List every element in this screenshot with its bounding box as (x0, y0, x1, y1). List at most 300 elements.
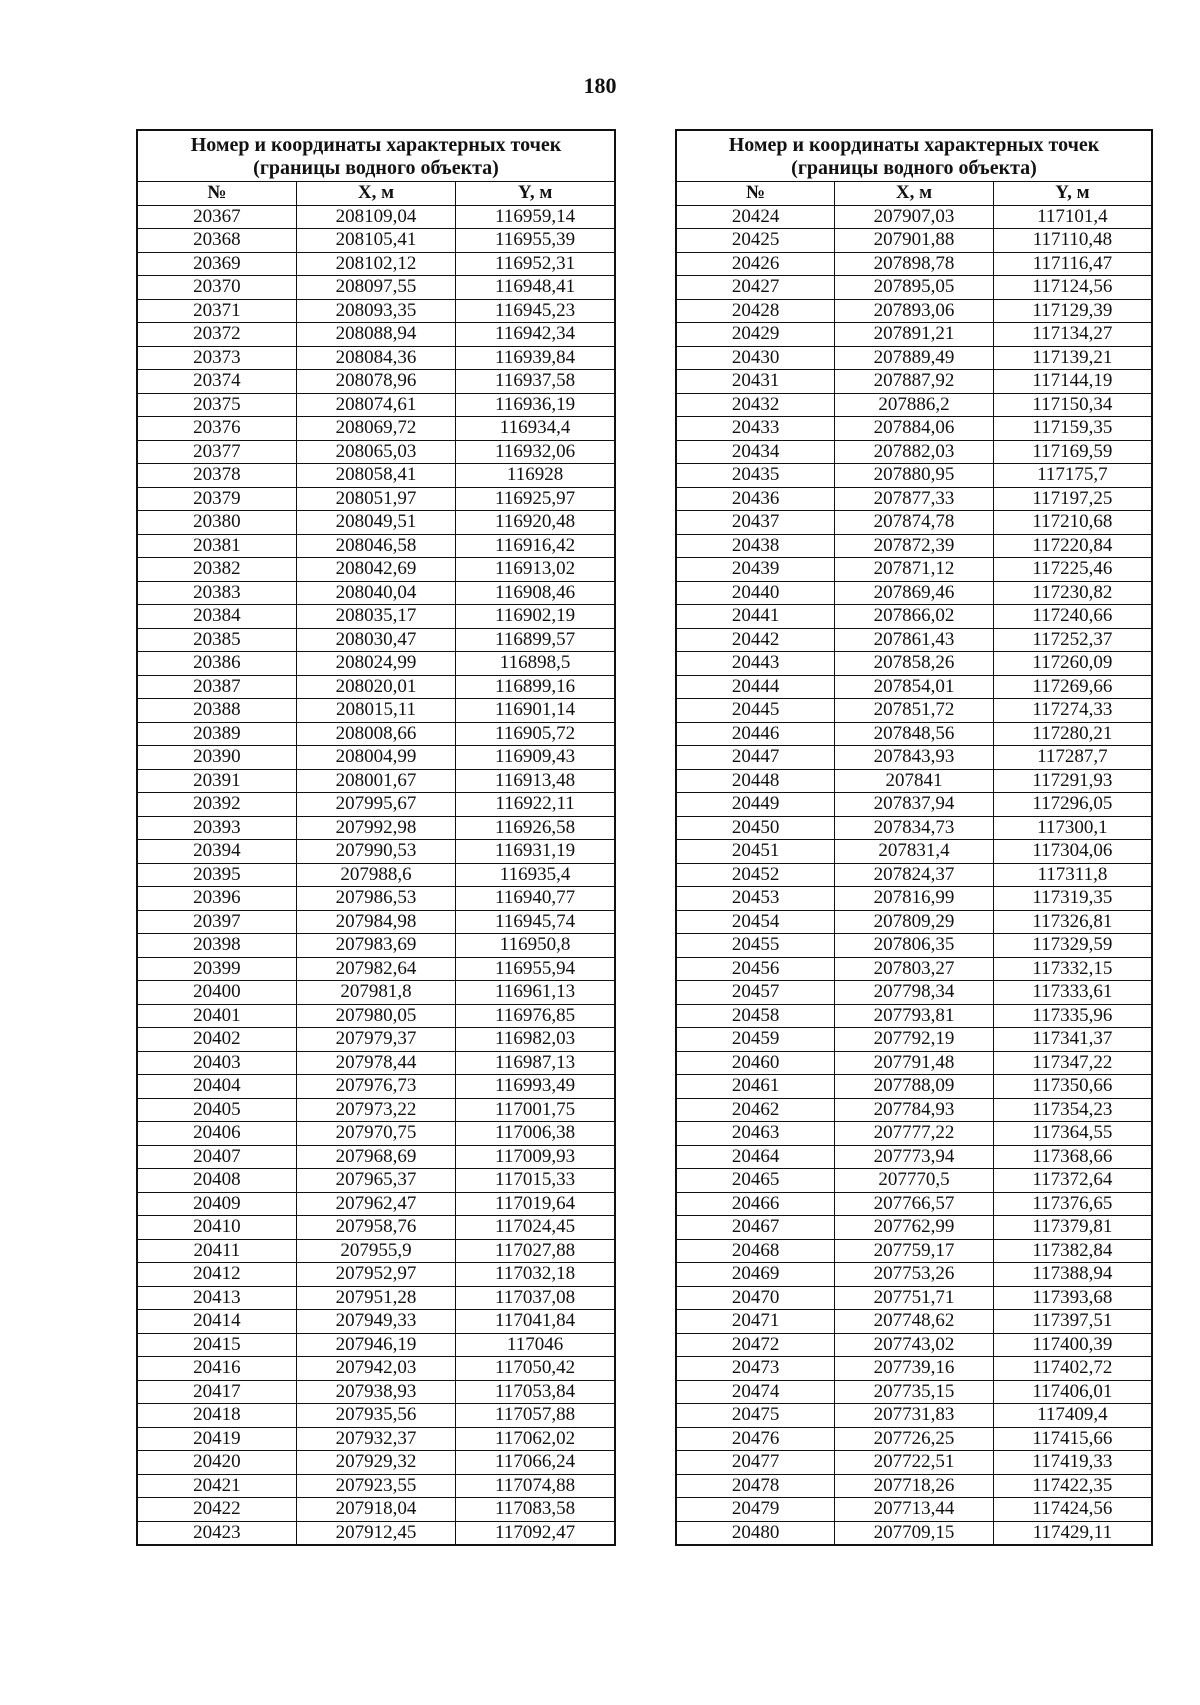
x-coordinate-cell: 207743,02 (835, 1333, 994, 1357)
point-number-cell: 20373 (137, 346, 296, 370)
y-coordinate-cell: 116913,48 (456, 769, 615, 793)
y-coordinate-cell: 117382,84 (993, 1239, 1152, 1263)
point-number-cell: 20419 (137, 1427, 296, 1451)
point-number-cell: 20432 (676, 393, 835, 417)
x-coordinate-cell: 207923,55 (296, 1474, 455, 1498)
point-number-cell: 20395 (137, 863, 296, 887)
table-row (137, 370, 615, 394)
table-row (676, 1145, 1152, 1169)
x-coordinate-cell: 207984,98 (296, 910, 455, 934)
y-coordinate-cell: 117159,35 (993, 417, 1152, 441)
x-coordinate-cell: 207848,56 (835, 722, 994, 746)
point-number-cell: 20454 (676, 910, 835, 934)
x-coordinate-cell: 208084,36 (296, 346, 455, 370)
point-number-cell: 20430 (676, 346, 835, 370)
y-coordinate-cell: 117134,27 (993, 323, 1152, 347)
table-row (137, 1474, 615, 1498)
table-row (676, 581, 1152, 605)
x-coordinate-cell: 207762,99 (835, 1216, 994, 1240)
x-coordinate-cell: 207861,43 (835, 628, 994, 652)
y-coordinate-cell: 116928 (456, 464, 615, 488)
x-coordinate-cell: 207918,04 (296, 1498, 455, 1522)
y-coordinate-cell: 116948,41 (456, 276, 615, 300)
y-coordinate-cell: 116993,49 (456, 1075, 615, 1099)
table-row (676, 323, 1152, 347)
point-number-cell: 20464 (676, 1145, 835, 1169)
y-coordinate-cell: 117074,88 (456, 1474, 615, 1498)
table-row (676, 1192, 1152, 1216)
x-coordinate-cell: 208004,99 (296, 746, 455, 770)
y-coordinate-cell: 117304,06 (993, 840, 1152, 864)
table-row (676, 652, 1152, 676)
x-coordinate-cell: 207869,46 (835, 581, 994, 605)
table-row (676, 1333, 1152, 1357)
x-coordinate-cell: 207970,75 (296, 1122, 455, 1146)
table-row (676, 910, 1152, 934)
x-coordinate-cell: 208040,04 (296, 581, 455, 605)
table-row (137, 675, 615, 699)
point-number-cell: 20426 (676, 252, 835, 276)
x-coordinate-cell: 207866,02 (835, 605, 994, 629)
point-number-cell: 20416 (137, 1357, 296, 1381)
x-coordinate-cell: 208030,47 (296, 628, 455, 652)
y-coordinate-cell: 117116,47 (993, 252, 1152, 276)
table-row (676, 746, 1152, 770)
x-coordinate-cell: 208035,17 (296, 605, 455, 629)
table-row (137, 887, 615, 911)
point-number-cell: 20424 (676, 205, 835, 229)
point-number-cell: 20452 (676, 863, 835, 887)
x-coordinate-cell: 207718,26 (835, 1474, 994, 1498)
x-coordinate-cell: 208069,72 (296, 417, 455, 441)
x-coordinate-cell: 207877,33 (835, 487, 994, 511)
table-row (137, 1451, 615, 1475)
table-row (137, 746, 615, 770)
x-coordinate-cell: 207773,94 (835, 1145, 994, 1169)
x-coordinate-cell: 207983,69 (296, 934, 455, 958)
x-coordinate-cell: 208042,69 (296, 558, 455, 582)
x-coordinate-cell: 207748,62 (835, 1310, 994, 1334)
x-coordinate-cell: 207912,45 (296, 1521, 455, 1545)
y-coordinate-cell: 117092,47 (456, 1521, 615, 1545)
x-coordinate-cell: 207980,05 (296, 1004, 455, 1028)
point-number-cell: 20444 (676, 675, 835, 699)
point-number-cell: 20423 (137, 1521, 296, 1545)
table-row (137, 1263, 615, 1287)
point-number-cell: 20383 (137, 581, 296, 605)
point-number-cell: 20371 (137, 299, 296, 323)
table-row (676, 205, 1152, 229)
y-coordinate-cell: 117376,65 (993, 1192, 1152, 1216)
point-number-cell: 20437 (676, 511, 835, 535)
table-row (676, 1028, 1152, 1052)
table-row (676, 793, 1152, 817)
point-number-cell: 20474 (676, 1380, 835, 1404)
table-row (676, 957, 1152, 981)
x-coordinate-cell: 208001,67 (296, 769, 455, 793)
table-row (137, 393, 615, 417)
point-number-cell: 20379 (137, 487, 296, 511)
point-number-cell: 20428 (676, 299, 835, 323)
y-coordinate-cell: 117009,93 (456, 1145, 615, 1169)
x-coordinate-cell: 207942,03 (296, 1357, 455, 1381)
table-row (137, 1004, 615, 1028)
table-row (137, 934, 615, 958)
table-row (676, 1004, 1152, 1028)
y-coordinate-cell: 116961,13 (456, 981, 615, 1005)
x-coordinate-cell: 207798,34 (835, 981, 994, 1005)
y-coordinate-cell: 117415,66 (993, 1427, 1152, 1451)
point-number-cell: 20370 (137, 276, 296, 300)
table-row (137, 581, 615, 605)
x-coordinate-cell: 208065,03 (296, 440, 455, 464)
point-number-cell: 20401 (137, 1004, 296, 1028)
point-number-cell: 20427 (676, 276, 835, 300)
y-coordinate-cell: 116909,43 (456, 746, 615, 770)
x-coordinate-cell: 207731,83 (835, 1404, 994, 1428)
x-coordinate-cell: 207871,12 (835, 558, 994, 582)
table-row (676, 840, 1152, 864)
x-coordinate-cell: 207816,99 (835, 887, 994, 911)
y-coordinate-cell: 116899,57 (456, 628, 615, 652)
point-number-cell: 20435 (676, 464, 835, 488)
y-coordinate-cell: 117422,35 (993, 1474, 1152, 1498)
x-coordinate-cell: 207806,35 (835, 934, 994, 958)
point-number-cell: 20459 (676, 1028, 835, 1052)
x-coordinate-cell: 207874,78 (835, 511, 994, 535)
table-title-line1: Номер и координаты характерных точек (728, 134, 1100, 156)
y-coordinate-cell: 117046 (456, 1333, 615, 1357)
x-coordinate-cell: 207978,44 (296, 1051, 455, 1075)
y-coordinate-cell: 117397,51 (993, 1310, 1152, 1334)
table-row (676, 1263, 1152, 1287)
table-row (676, 1169, 1152, 1193)
y-coordinate-cell: 117372,64 (993, 1169, 1152, 1193)
table-row (137, 910, 615, 934)
point-number-cell: 20378 (137, 464, 296, 488)
x-coordinate-cell: 207949,33 (296, 1310, 455, 1334)
y-coordinate-cell: 116939,84 (456, 346, 615, 370)
table-row (137, 1404, 615, 1428)
column-header-number: № (137, 182, 296, 206)
y-coordinate-cell: 116925,97 (456, 487, 615, 511)
point-number-cell: 20469 (676, 1263, 835, 1287)
x-coordinate-cell: 207872,39 (835, 534, 994, 558)
table-row (676, 863, 1152, 887)
y-coordinate-cell: 116932,06 (456, 440, 615, 464)
table-row (676, 1098, 1152, 1122)
table-row (676, 346, 1152, 370)
y-coordinate-cell: 117260,09 (993, 652, 1152, 676)
point-number-cell: 20377 (137, 440, 296, 464)
point-number-cell: 20441 (676, 605, 835, 629)
y-coordinate-cell: 116982,03 (456, 1028, 615, 1052)
table-row (676, 299, 1152, 323)
x-coordinate-cell: 208058,41 (296, 464, 455, 488)
point-number-cell: 20475 (676, 1404, 835, 1428)
point-number-cell: 20425 (676, 229, 835, 253)
point-number-cell: 20476 (676, 1427, 835, 1451)
x-coordinate-cell: 207841 (835, 769, 994, 793)
point-number-cell: 20431 (676, 370, 835, 394)
x-coordinate-cell: 207751,71 (835, 1286, 994, 1310)
point-number-cell: 20456 (676, 957, 835, 981)
point-number-cell: 20367 (137, 205, 296, 229)
table-row (137, 205, 615, 229)
x-coordinate-cell: 207788,09 (835, 1075, 994, 1099)
y-coordinate-cell: 116936,19 (456, 393, 615, 417)
table-row (137, 863, 615, 887)
point-number-cell: 20402 (137, 1028, 296, 1052)
y-coordinate-cell: 116922,11 (456, 793, 615, 817)
y-coordinate-cell: 117364,55 (993, 1122, 1152, 1146)
table-row (137, 1380, 615, 1404)
x-coordinate-cell: 208097,55 (296, 276, 455, 300)
y-coordinate-cell: 117230,82 (993, 581, 1152, 605)
point-number-cell: 20396 (137, 887, 296, 911)
y-coordinate-cell: 117311,8 (993, 863, 1152, 887)
table-title (137, 130, 615, 182)
y-coordinate-cell: 116955,39 (456, 229, 615, 253)
column-header-y: Y, м (993, 182, 1152, 206)
column-header-y: Y, м (456, 182, 615, 206)
y-coordinate-cell: 117240,66 (993, 605, 1152, 629)
point-number-cell: 20390 (137, 746, 296, 770)
point-number-cell: 20400 (137, 981, 296, 1005)
y-coordinate-cell: 117006,38 (456, 1122, 615, 1146)
x-coordinate-cell: 207891,21 (835, 323, 994, 347)
point-number-cell: 20473 (676, 1357, 835, 1381)
x-coordinate-cell: 207843,93 (835, 746, 994, 770)
point-number-cell: 20445 (676, 699, 835, 723)
y-coordinate-cell: 116920,48 (456, 511, 615, 535)
x-coordinate-cell: 207858,26 (835, 652, 994, 676)
table-row (137, 1145, 615, 1169)
x-coordinate-cell: 207884,06 (835, 417, 994, 441)
y-coordinate-cell: 116942,34 (456, 323, 615, 347)
point-number-cell: 20438 (676, 534, 835, 558)
x-coordinate-cell: 207955,9 (296, 1239, 455, 1263)
x-coordinate-cell: 207901,88 (835, 229, 994, 253)
table-row (137, 957, 615, 981)
y-coordinate-cell: 117406,01 (993, 1380, 1152, 1404)
x-coordinate-cell: 208046,58 (296, 534, 455, 558)
x-coordinate-cell: 208020,01 (296, 675, 455, 699)
y-coordinate-cell: 117150,34 (993, 393, 1152, 417)
y-coordinate-cell: 117129,39 (993, 299, 1152, 323)
x-coordinate-cell: 208051,97 (296, 487, 455, 511)
table-row (137, 464, 615, 488)
point-number-cell: 20443 (676, 652, 835, 676)
x-coordinate-cell: 207770,5 (835, 1169, 994, 1193)
x-coordinate-cell: 207824,37 (835, 863, 994, 887)
x-coordinate-cell: 208008,66 (296, 722, 455, 746)
x-coordinate-cell: 207979,37 (296, 1028, 455, 1052)
table-row (137, 816, 615, 840)
table-row (137, 1286, 615, 1310)
x-coordinate-cell: 207951,28 (296, 1286, 455, 1310)
point-number-cell: 20405 (137, 1098, 296, 1122)
table-row (676, 1122, 1152, 1146)
table-row (676, 252, 1152, 276)
y-coordinate-cell: 116976,85 (456, 1004, 615, 1028)
table-row (676, 1357, 1152, 1381)
table-body (137, 205, 615, 1545)
y-coordinate-cell: 117037,08 (456, 1286, 615, 1310)
y-coordinate-cell: 117424,56 (993, 1498, 1152, 1522)
table-row (676, 887, 1152, 911)
y-coordinate-cell: 117220,84 (993, 534, 1152, 558)
point-number-cell: 20398 (137, 934, 296, 958)
table-row (137, 1239, 615, 1263)
table-row (137, 605, 615, 629)
page-number: 180 (583, 73, 617, 98)
table-row (137, 1028, 615, 1052)
point-number-cell: 20455 (676, 934, 835, 958)
table-row (137, 1310, 615, 1334)
table-row (676, 675, 1152, 699)
table-row (676, 1521, 1152, 1545)
y-coordinate-cell: 117001,75 (456, 1098, 615, 1122)
x-coordinate-cell: 207887,92 (835, 370, 994, 394)
point-number-cell: 20384 (137, 605, 296, 629)
x-coordinate-cell: 207851,72 (835, 699, 994, 723)
y-coordinate-cell: 117057,88 (456, 1404, 615, 1428)
x-coordinate-cell: 207854,01 (835, 675, 994, 699)
y-coordinate-cell: 117101,4 (993, 205, 1152, 229)
point-number-cell: 20451 (676, 840, 835, 864)
point-number-cell: 20450 (676, 816, 835, 840)
table-title-line2: (границы водного объекта) (253, 157, 499, 179)
x-coordinate-cell: 207962,47 (296, 1192, 455, 1216)
point-number-cell: 20480 (676, 1521, 835, 1545)
point-number-cell: 20381 (137, 534, 296, 558)
point-number-cell: 20447 (676, 746, 835, 770)
table-row (676, 1310, 1152, 1334)
x-coordinate-cell: 207895,05 (835, 276, 994, 300)
table-row (676, 229, 1152, 253)
x-coordinate-cell: 207958,76 (296, 1216, 455, 1240)
x-coordinate-cell: 207735,15 (835, 1380, 994, 1404)
point-number-cell: 20457 (676, 981, 835, 1005)
point-number-cell: 20471 (676, 1310, 835, 1334)
point-number-cell: 20397 (137, 910, 296, 934)
x-coordinate-cell: 208093,35 (296, 299, 455, 323)
y-coordinate-cell: 116901,14 (456, 699, 615, 723)
point-number-cell: 20462 (676, 1098, 835, 1122)
x-coordinate-cell: 207880,95 (835, 464, 994, 488)
point-number-cell: 20453 (676, 887, 835, 911)
x-coordinate-cell: 207893,06 (835, 299, 994, 323)
table-row (137, 1051, 615, 1075)
point-number-cell: 20380 (137, 511, 296, 535)
point-number-cell: 20394 (137, 840, 296, 864)
point-number-cell: 20368 (137, 229, 296, 253)
y-coordinate-cell: 116934,4 (456, 417, 615, 441)
table-row (676, 605, 1152, 629)
x-coordinate-cell: 208074,61 (296, 393, 455, 417)
y-coordinate-cell: 117050,42 (456, 1357, 615, 1381)
point-number-cell: 20399 (137, 957, 296, 981)
table-row (676, 722, 1152, 746)
x-coordinate-cell: 207981,8 (296, 981, 455, 1005)
y-coordinate-cell: 116945,74 (456, 910, 615, 934)
point-number-cell: 20478 (676, 1474, 835, 1498)
y-coordinate-cell: 117333,61 (993, 981, 1152, 1005)
y-coordinate-cell: 116945,23 (456, 299, 615, 323)
y-coordinate-cell: 116931,19 (456, 840, 615, 864)
table-body (676, 205, 1152, 1545)
table-row (676, 699, 1152, 723)
point-number-cell: 20406 (137, 1122, 296, 1146)
table-row (137, 276, 615, 300)
x-coordinate-cell: 208088,94 (296, 323, 455, 347)
x-coordinate-cell: 207935,56 (296, 1404, 455, 1428)
y-coordinate-cell: 116916,42 (456, 534, 615, 558)
y-coordinate-cell: 116899,16 (456, 675, 615, 699)
x-coordinate-cell: 207791,48 (835, 1051, 994, 1075)
y-coordinate-cell: 117169,59 (993, 440, 1152, 464)
table-row (137, 440, 615, 464)
table-row (676, 393, 1152, 417)
point-number-cell: 20479 (676, 1498, 835, 1522)
y-coordinate-cell: 117083,58 (456, 1498, 615, 1522)
table-row (137, 722, 615, 746)
y-coordinate-cell: 117225,46 (993, 558, 1152, 582)
point-number-cell: 20387 (137, 675, 296, 699)
x-coordinate-cell: 207713,44 (835, 1498, 994, 1522)
table-row (137, 1169, 615, 1193)
point-number-cell: 20407 (137, 1145, 296, 1169)
table-row (137, 769, 615, 793)
table-title (676, 130, 1152, 182)
point-number-cell: 20374 (137, 370, 296, 394)
table-row (137, 1192, 615, 1216)
x-coordinate-cell: 207709,15 (835, 1521, 994, 1545)
table-row (676, 1216, 1152, 1240)
point-number-cell: 20429 (676, 323, 835, 347)
y-coordinate-cell: 117280,21 (993, 722, 1152, 746)
table-row (137, 487, 615, 511)
x-coordinate-cell: 208102,12 (296, 252, 455, 276)
table-row (137, 840, 615, 864)
x-coordinate-cell: 207753,26 (835, 1263, 994, 1287)
point-number-cell: 20436 (676, 487, 835, 511)
table-row (676, 981, 1152, 1005)
point-number-cell: 20392 (137, 793, 296, 817)
y-coordinate-cell: 117379,81 (993, 1216, 1152, 1240)
table-row (137, 981, 615, 1005)
y-coordinate-cell: 116905,72 (456, 722, 615, 746)
y-coordinate-cell: 116902,19 (456, 605, 615, 629)
table-row (676, 1474, 1152, 1498)
x-coordinate-cell: 207973,22 (296, 1098, 455, 1122)
y-coordinate-cell: 117252,37 (993, 628, 1152, 652)
y-coordinate-cell: 117024,45 (456, 1216, 615, 1240)
y-coordinate-cell: 117027,88 (456, 1239, 615, 1263)
point-number-cell: 20465 (676, 1169, 835, 1193)
point-number-cell: 20412 (137, 1263, 296, 1287)
point-number-cell: 20446 (676, 722, 835, 746)
y-coordinate-cell: 116940,77 (456, 887, 615, 911)
point-number-cell: 20393 (137, 816, 296, 840)
column-header-x: X, м (835, 182, 994, 206)
y-coordinate-cell: 117319,35 (993, 887, 1152, 911)
y-coordinate-cell: 117347,22 (993, 1051, 1152, 1075)
y-coordinate-cell: 116913,02 (456, 558, 615, 582)
x-coordinate-cell: 207986,53 (296, 887, 455, 911)
y-coordinate-cell: 117287,7 (993, 746, 1152, 770)
